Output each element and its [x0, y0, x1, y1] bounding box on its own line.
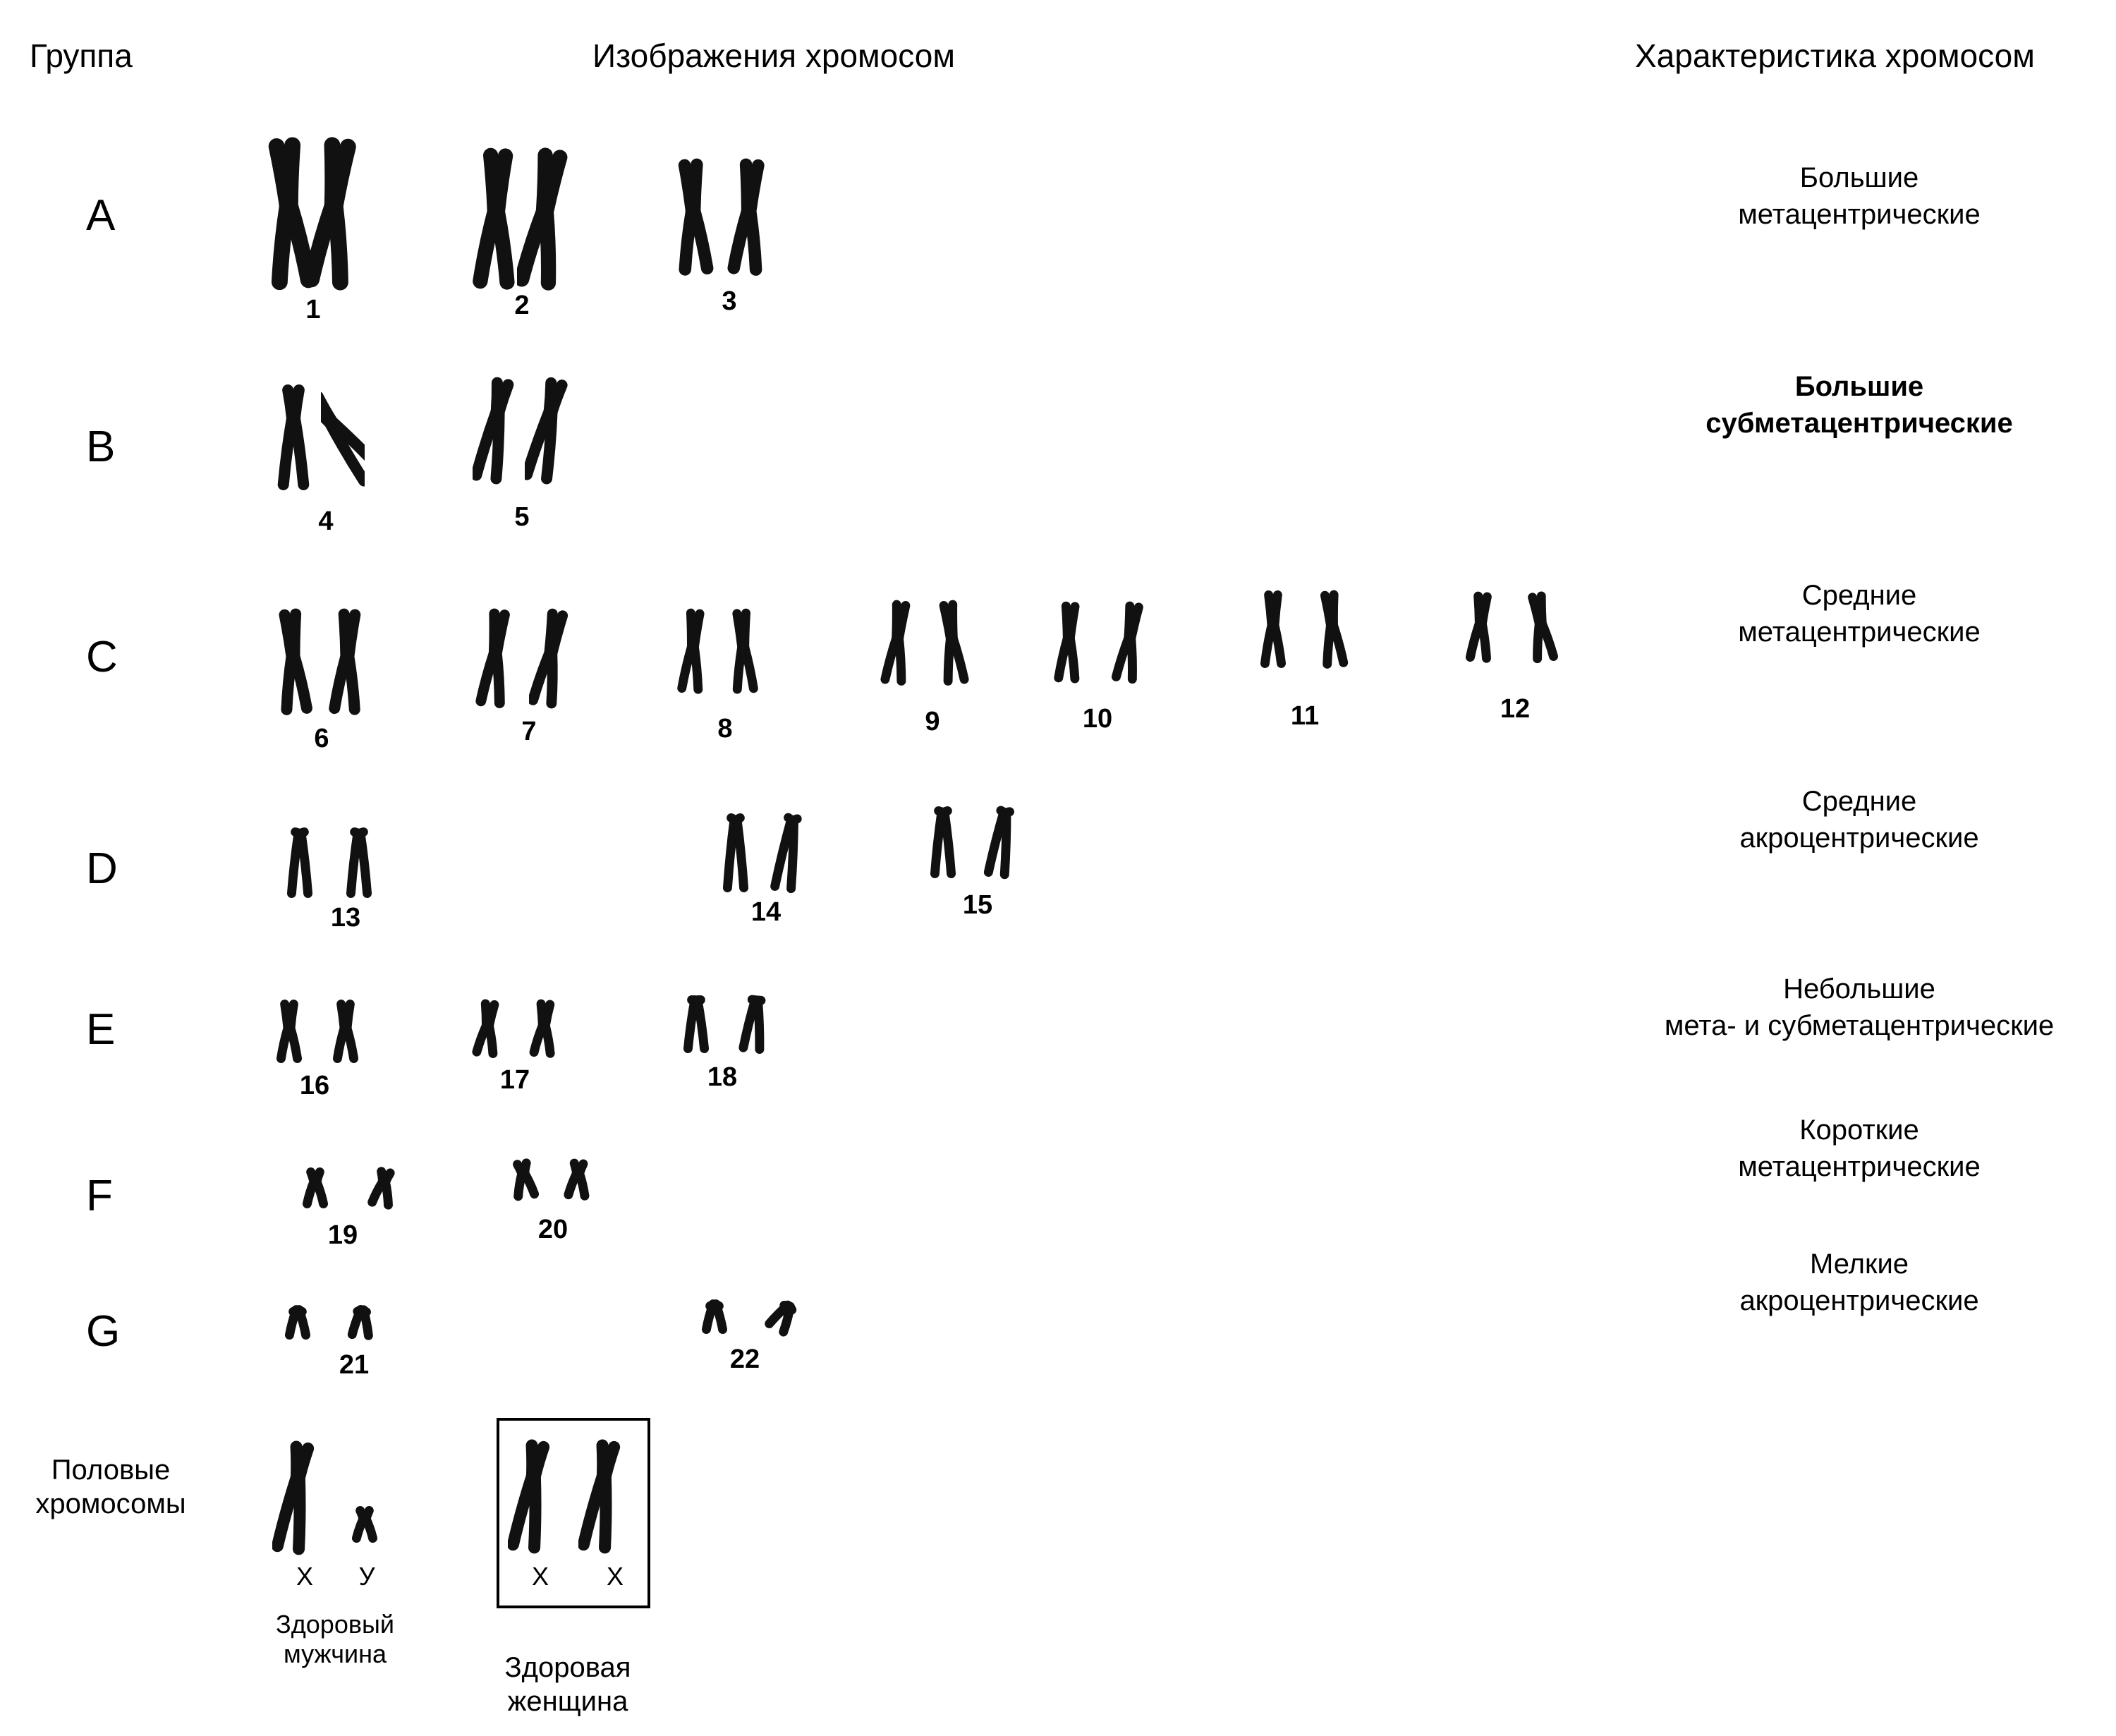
group-letter-d: D	[86, 844, 118, 893]
chromosome-8-b	[724, 605, 762, 700]
chromosome-19-a	[296, 1164, 334, 1215]
chromosome-10-b	[1110, 598, 1148, 690]
chromosome-17-b	[525, 996, 563, 1064]
chromosome-9-a	[878, 597, 916, 692]
desc-line: Средние	[1801, 786, 1917, 817]
chromosome-16-b	[327, 996, 365, 1070]
chromosome-20-b	[559, 1155, 597, 1207]
chromosome-18-a	[677, 992, 715, 1060]
chromosome-12-a	[1461, 588, 1500, 669]
group-letter-g: G	[86, 1307, 121, 1356]
desc-line: субметацентрические	[1705, 408, 2013, 439]
chromosome-10-a	[1050, 598, 1088, 690]
group-g-description	[1591, 1246, 2116, 1319]
desc-line: метацентрические	[1738, 1151, 1981, 1182]
chromosome-13-b	[340, 824, 378, 905]
desc-line: акроцентрические	[1739, 823, 1979, 854]
desc-line: Средние	[1801, 580, 1917, 611]
male-y-label: У	[358, 1562, 375, 1591]
chromosome-3-b	[725, 155, 772, 282]
chromosome-number-10: 10	[1082, 704, 1113, 734]
desc-line: Большие	[1799, 162, 1919, 193]
sex-chromosomes-label	[16, 1453, 206, 1521]
chromosome-number-8: 8	[717, 714, 733, 743]
chromosome-15-b	[982, 803, 1020, 885]
chromosome-11-b	[1313, 587, 1351, 675]
chromosome-number-4: 4	[318, 506, 334, 536]
desc-line: акроцентрические	[1739, 1285, 1979, 1316]
chromosome-21-a	[279, 1304, 317, 1347]
chromosome-6-a	[272, 605, 315, 722]
chromosome-6-b	[325, 605, 369, 722]
chromosome-number-11: 11	[1290, 701, 1320, 731]
chromosome-16-a	[270, 996, 308, 1070]
chromosome-number-16: 16	[299, 1071, 330, 1100]
header-images: Изображения хромосом	[592, 37, 955, 74]
chromosome-number-6: 6	[314, 724, 329, 753]
chromosome-4-b	[321, 381, 365, 497]
group-e-description	[1591, 971, 2116, 1044]
desc-line: Короткие	[1799, 1115, 1919, 1146]
chromosome-14-b	[769, 810, 807, 899]
male-y-chromosome	[346, 1503, 384, 1550]
chromosome-9-b	[933, 597, 971, 692]
chromosome-22-a	[695, 1298, 734, 1341]
chromosome-number-9: 9	[925, 707, 940, 736]
chromosome-number-14: 14	[750, 897, 782, 927]
chromosome-number-5: 5	[514, 502, 530, 532]
male-caption	[233, 1610, 437, 1669]
chromosome-number-17: 17	[499, 1065, 530, 1095]
chromosome-13-a	[281, 824, 319, 905]
chromosome-1-b	[305, 134, 361, 296]
chromosome-number-15: 15	[962, 890, 993, 920]
chromosome-number-20: 20	[537, 1215, 568, 1244]
chromosome-18-b	[735, 992, 773, 1060]
chromosome-11-a	[1254, 587, 1292, 675]
chromosome-number-18: 18	[707, 1062, 738, 1092]
chromosome-number-19: 19	[327, 1220, 358, 1250]
chromosome-14-a	[717, 810, 755, 899]
chromosome-2-b	[517, 145, 571, 296]
header-characteristics: Характеристика хромосом	[1635, 37, 2035, 74]
chromosome-20-a	[505, 1155, 543, 1207]
sex-label-line: Половые	[51, 1455, 171, 1486]
sex-label-line: хромосомы	[35, 1488, 186, 1519]
chromosome-15-a	[924, 803, 962, 885]
chromosome-7-b	[529, 605, 571, 715]
chromosome-number-21: 21	[339, 1350, 370, 1380]
chromosome-21-b	[342, 1304, 380, 1347]
group-b-description	[1591, 368, 2116, 442]
group-letter-c: C	[86, 633, 118, 681]
group-letter-a: A	[86, 191, 116, 240]
female-caption	[466, 1651, 670, 1718]
caption-line: женщина	[507, 1686, 628, 1717]
chromosome-4-a	[272, 381, 315, 497]
group-letter-b: B	[86, 423, 116, 471]
chromosome-number-1: 1	[305, 295, 321, 324]
chromosome-7-a	[474, 605, 516, 715]
female-x1-label: X	[531, 1562, 549, 1591]
chromosome-12-b	[1522, 588, 1560, 669]
group-c-description	[1591, 577, 2116, 650]
desc-line: метацентрические	[1738, 199, 1981, 230]
chromosome-19-b	[364, 1164, 402, 1215]
chromosome-3-a	[670, 155, 717, 282]
group-letter-e: E	[86, 1005, 116, 1054]
desc-line: мета- и субметацентрические	[1664, 1010, 2055, 1041]
caption-line: Здоровая	[504, 1652, 631, 1683]
chromosome-number-3: 3	[722, 286, 737, 316]
chromosome-number-13: 13	[330, 903, 361, 933]
chromosome-5-b	[525, 374, 568, 490]
desc-line: Мелкие	[1809, 1249, 1909, 1280]
male-x-chromosome	[272, 1438, 318, 1561]
caption-line: мужчина	[283, 1639, 387, 1668]
header-group: Группа	[30, 37, 133, 74]
desc-line: Большие	[1794, 371, 1924, 402]
group-a-description	[1591, 159, 2116, 233]
group-letter-f: F	[86, 1172, 113, 1220]
group-d-description	[1591, 783, 2116, 856]
chromosome-5-a	[473, 374, 516, 490]
desc-line: метацентрические	[1738, 617, 1981, 648]
chromosome-number-7: 7	[521, 717, 537, 746]
chromosome-8-a	[674, 605, 712, 700]
chromosome-17-a	[468, 996, 506, 1064]
female-x2-label: X	[606, 1562, 624, 1591]
chromosome-number-2: 2	[514, 291, 530, 320]
chromosome-number-12: 12	[1500, 694, 1531, 724]
caption-line: Здоровый	[276, 1610, 394, 1639]
group-f-description	[1591, 1112, 2116, 1185]
desc-line: Небольшие	[1783, 973, 1935, 1004]
chromosome-number-22: 22	[729, 1345, 760, 1374]
chromosome-22-b	[763, 1298, 801, 1341]
male-x-label: X	[296, 1562, 313, 1591]
chromosome-2-a	[469, 145, 523, 296]
